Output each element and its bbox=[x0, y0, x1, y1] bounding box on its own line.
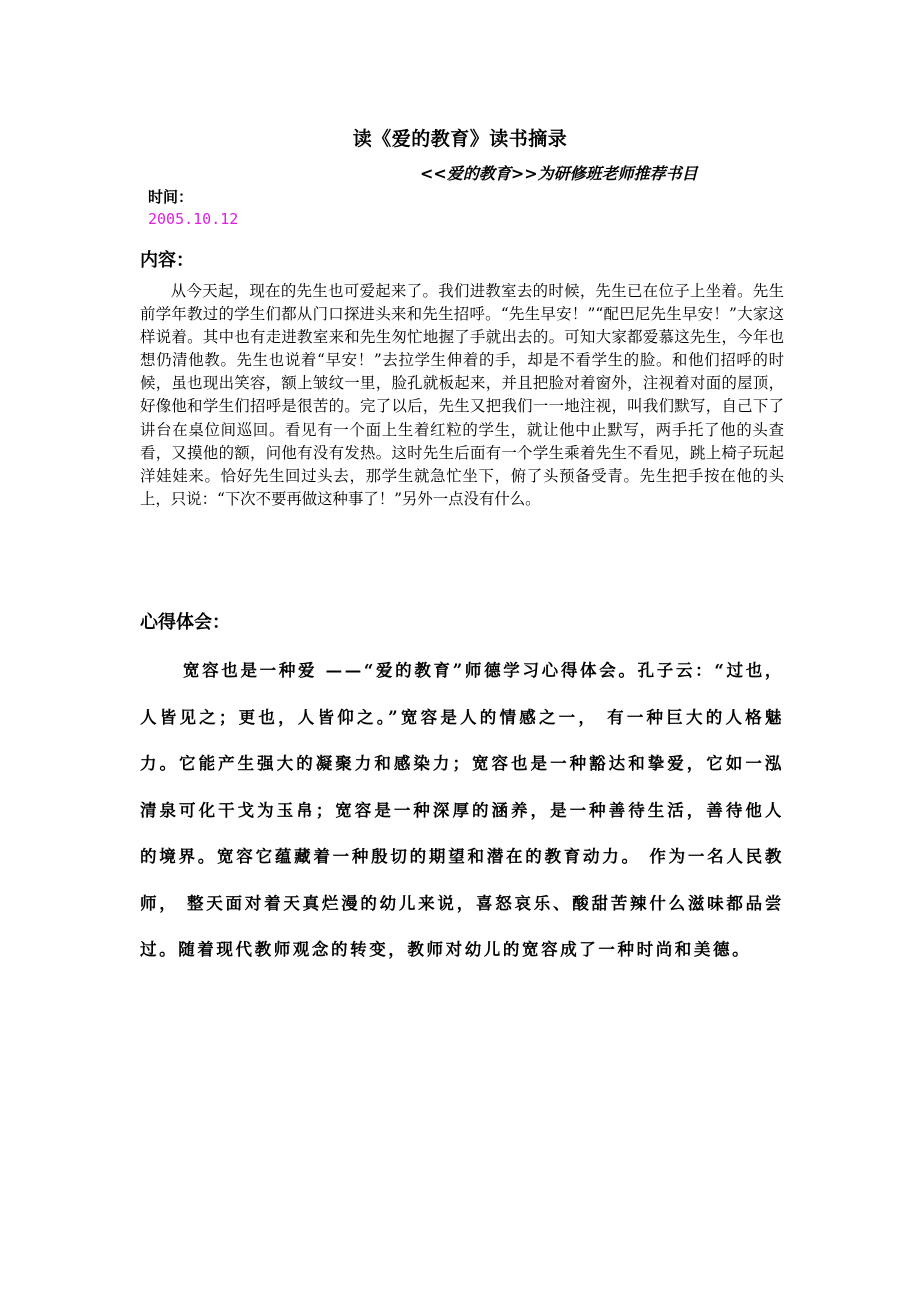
time-label: 时间： bbox=[148, 188, 194, 206]
content-paragraph: 从今天起，现在的先生也可爱起来了。我们进教室去的时候，先生已在位子上坐着。先生前学年教过的学生们都从门口探进头来和先生招呼。“先生早安！”“配巴尼先生早安！”大家这样说着。其中也有走进教室来和先生匆忙地握了手就出去的。可知大家都爱慕这先生，今年也想仍清他教。先生也说着“早安！”去拉学生伸着的手，却是不看学生的脸。和他们招呼的时候，虽也现出笑容，额上皱纹一里，脸孔就板起来，并且把脸对着窗外，注视着对面的屋顶，好像他和学生们招呼是很苦的。完了以后，先生又把我们一一地注视，叫我们默写，自己下了讲台在桌位间巡回。看见有一个面上生着红粒的学生，就让他中止默写，两手托了他的头查看，又摸他的额，问他有没有发热。这时先生后面有一个学生乘着先生不看见，跳上椅子玩起洋娃娃来。恰好先生回过头去，那学生就急忙坐下，俯了头预备受青。先生把手按在他的头上，只说：“下次不要再做这种事了！”另外一点没有什么。 bbox=[140, 282, 784, 508]
content-heading: 内容： bbox=[140, 250, 194, 271]
reflection-paragraph: 宽容也是一种爱 ——“爱的教育”师德学习心得体会。孔子云：“过也，人皆见之；更也，人皆仰之。”宽容是人的情感之一， 有一种巨大的人格魅力。它能产生强大的凝聚力和感染力；宽容也是一种豁达和挚爱，它如一泓清泉可化干戈为玉帛；宽容是一种深厚的涵养，是一种善待生活，善待他人的境界。宽容它蕴藏着一种殷切的期望和潜在的教育动力。 作为一名人民教师， 整天面对着天真烂漫的幼儿来说，喜怒哀乐、酸甜苦辣什么滋味都品尝过。随着现代教师观念的转变，教师对幼儿的宽容成了一种时尚和美德。 bbox=[140, 661, 784, 959]
time-value: 2005.10.12 bbox=[148, 210, 239, 228]
document-subtitle: <<爱的教育>>为研修班老师推荐书目 bbox=[420, 164, 698, 183]
reflection-heading: 心得体会： bbox=[140, 612, 230, 633]
document-title: 读《爱的教育》读书摘录 bbox=[352, 128, 568, 150]
